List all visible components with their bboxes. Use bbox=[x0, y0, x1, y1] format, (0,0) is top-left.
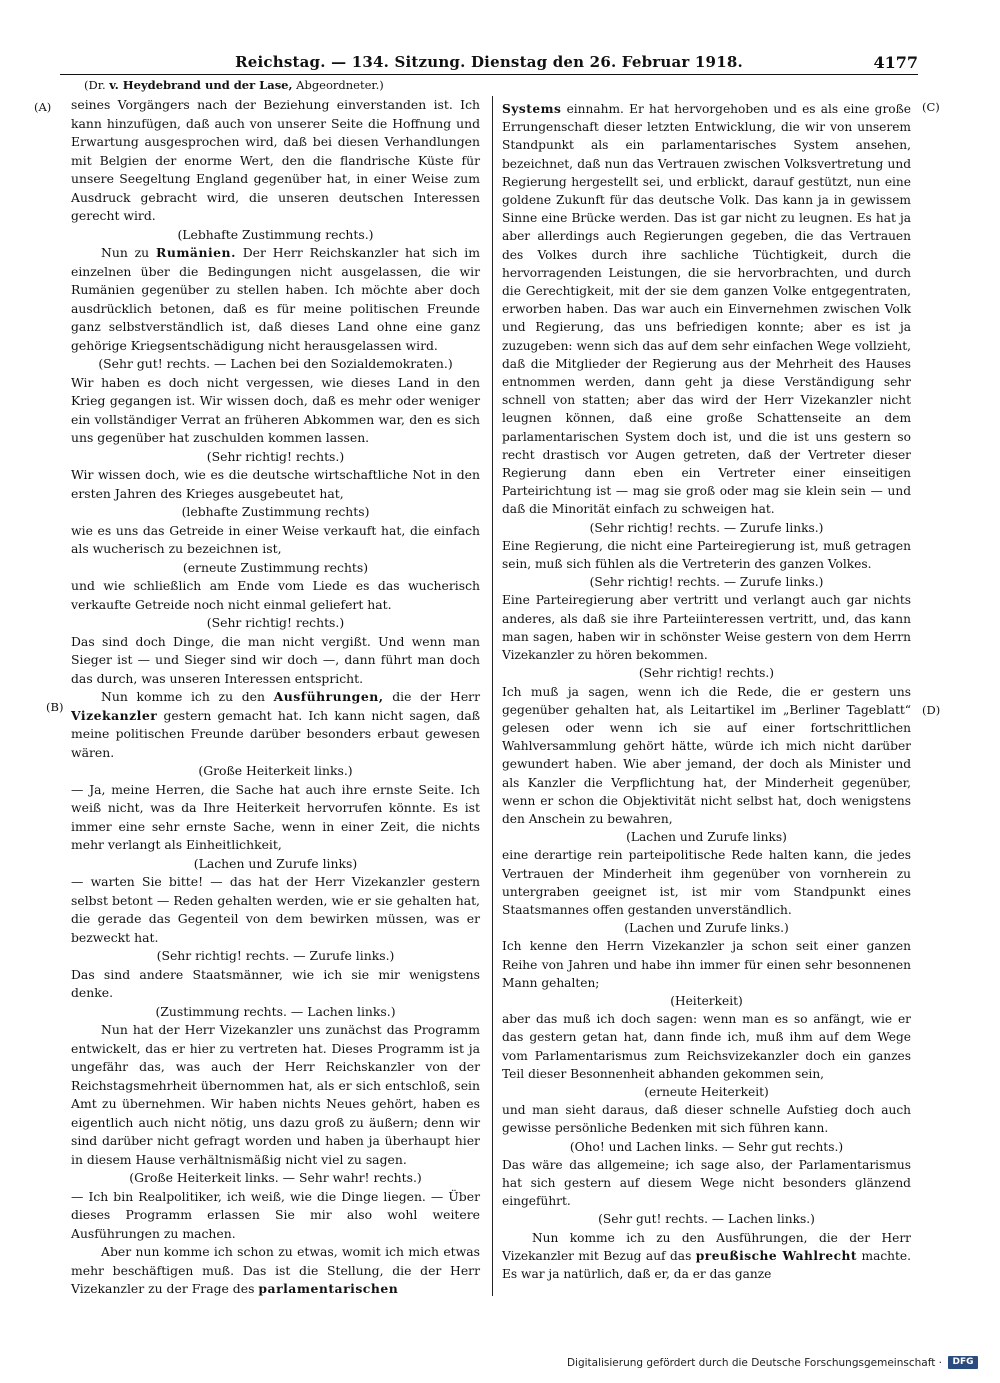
paragraph: Das sind andere Staatsmänner, wie ich sie mir wenigstens denke. bbox=[71, 966, 480, 1000]
reaction: (Oho! und Lachen links. — Sehr gut rechts.) bbox=[569, 1139, 844, 1154]
emphasis: parlamentarischen bbox=[258, 1281, 399, 1296]
reaction: (Sehr richtig! rechts.) bbox=[206, 615, 345, 630]
reaction: (erneute Heiterkeit) bbox=[644, 1084, 769, 1099]
footer-text: Digitalisierung gefördert durch die Deutsche Forschungsgemeinschaft · bbox=[566, 1356, 942, 1369]
paragraph: Wir wissen doch, wie es die deutsche wirtschaftliche Not in den ersten Jahren des Krieges ausgebeutet hat, bbox=[71, 467, 480, 501]
dfg-logo: DFG bbox=[948, 1356, 978, 1369]
margin-marker-b: (B) bbox=[46, 700, 64, 714]
paragraph: wie es uns das Getreide in einer Weise verkauft hat, die einfach als wucherisch zu bezeichnen ist, bbox=[71, 522, 480, 556]
reaction: (Heiterkeit) bbox=[670, 993, 743, 1008]
reaction: (erneute Zustimmung rechts) bbox=[182, 559, 369, 575]
reaction: (lebhafte Zustimmung rechts) bbox=[181, 504, 370, 519]
footer-credit bbox=[567, 1356, 978, 1369]
paragraph: Das sind doch Dinge, die man nicht vergißt. Und wenn man Sieger ist — und Sieger sind wir doch —, dann führt man doch das durch, was unseren Interessen entspricht. bbox=[71, 633, 480, 686]
paragraph: Aber nun komme ich schon zu etwas, womit ich mich etwas mehr beschäftigen muß. Das ist die Stellung, die der Herr Vizekanzler zu der Frage des parlamentarischen bbox=[71, 1244, 480, 1296]
paragraph: Nun zu Rumänien. Der Herr Reichskanzler hat sich im einzelnen über die Bedingungen nicht ausgelassen, die wir Rumänien gegenüber zu stellen haben. Ich möchte aber doch ausdrücklich betonen, daß es für meine politischen Freunde ganz selbstverständlich ist, daß dieses Land ohne eine ganz gehörige Kriegsentschädigung nicht herausgelassen wird. bbox=[71, 245, 480, 353]
page-number: 4177 bbox=[873, 53, 918, 72]
column-divider bbox=[492, 96, 493, 1296]
reaction: (Lachen und Zurufe links.) bbox=[624, 921, 789, 936]
paragraph: Eine Parteiregierung aber vertritt und verlangt auch gar nichts anderes, als daß sie ihre Parteiinteressen vertritt, und, das kann man sagen, haben wir in schönster Weise gestern von dem Herrn Vizekanzler zu hören bekommen. bbox=[502, 593, 911, 663]
paragraph: Das wäre das allgemeine; ich sage also, der Parlamentarismus hat sich gestern auf diesem Wege nicht besonders glänzend eingeführt. bbox=[502, 1157, 911, 1209]
paragraph: Eine Regierung, die nicht eine Parteiregierung ist, muß getragen sein, muß sich fühlen als die Vertreterin des ganzen Volkes. bbox=[502, 538, 911, 572]
paragraph: — warten Sie bitte! — das hat der Herr Vizekanzler gestern selbst betont — Reden gehalten werden, wie er sie gehalten hat, die gerade das Gegenteil von dem bewirken müssen, was er bezweckt hat. bbox=[71, 874, 480, 945]
reaction: (Sehr richtig! rechts.) bbox=[206, 448, 345, 464]
paragraph: — Ja, meine Herren, die Sache hat auch ihre ernste Seite. Ich weiß nicht, was da Ihre Heiterkeit hervorrufen könnte. Es ist immer eine sehr ernste Sache, wenn in einer Zeit, die nichts mehr verlangt als Einheitlichkeit, bbox=[71, 781, 480, 852]
reaction: (Sehr richtig! rechts. — Zurufe links.) bbox=[589, 520, 824, 535]
emphasis: Vizekanzler bbox=[71, 707, 158, 723]
emphasis: Ausführungen, bbox=[273, 689, 384, 704]
reaction: (Lachen und Zurufe links) bbox=[193, 855, 358, 871]
page-header bbox=[60, 50, 918, 75]
reaction: (Sehr richtig! rechts. — Zurufe links.) bbox=[156, 948, 395, 963]
paragraph: Nun hat der Herr Vizekanzler uns zunächst das Programm entwickelt, das er hier zu vertreten hat. Dieses Programm ist ja ungefähr das, was auch der Herr Reichskanzler von der Reichstagsmehrheit übernommen hat, als er sich entschloß, sein Amt zu übernehmen. Wir haben nichts Neues gehört, haben es eigentlich auch nicht nötig, uns dazu groß zu äußern; denn wir sind darüber nicht gefragt worden und haben ja überhaupt hier in diesem Hause verhältnismäßig nicht viel zu sagen. bbox=[71, 1022, 480, 1167]
reaction: (Zustimmung rechts. — Lachen links.) bbox=[155, 1003, 396, 1019]
emphasis: preußische Wahlrecht bbox=[695, 1248, 858, 1263]
margin-marker-c: (C) bbox=[922, 100, 940, 114]
paragraph: Systems einnahm. Er hat hervorgehoben und es als eine große Errungenschaft dieser letzten Entwicklung, die wir von unserem Standpunkt als ein parlamentarisches System ansehen, bezeichnet, daß nun das Vertrauen zwischen Volksvertretung und Regierung hergestellt sei, und erblickt, darauf gestützt, nun eine goldene Zukunft für das deutsche Volk. Das kann ja in gewissem Sinne eine Brücke werden. Das ist gar nicht zu leugnen. Es hat ja aber allerdings auch Regierungen gegeben, die das Vertrauen des Volkes durch ihre sachliche Tüchtigkeit, durch die hervorragenden Leistungen, die sie hervorbrachten, und durch die Gerechtigkeit, mit der sie dem ganzen Volke entgegentraten, erworben haben. Das war auch ein Einvernehmen zwischen Volk und Regierung, das uns befriedigen konnte; aber es ist ja zuzugeben: wenn sich das auf dem sehr einfachen Wege vollzieht, daß die Mitglieder der Regierung aus der Mehrheit des Hauses entnommen werden, dann geht ja diese Verständigung sehr schnell von statten; aber das wird der Herr Vizekanzler nicht leugnen können, daß eine große Schattenseite an dem parlamentarischen System doch ist, und die ist uns gestern so recht drastisch vor Augen getreten, daß der Vertreter dieser Regierung dann eben ein Vertreter einer einseitigen Parteirichtung ist — mag sie groß oder mag sie klein sein — und daß die Minorität einfach zu schweigen hat. bbox=[502, 102, 911, 517]
paragraph: Wir haben es doch nicht vergessen, wie dieses Land in den Krieg gegangen ist. Wir wissen doch, daß es mehr oder weniger ein vollständiger Verrat an früheren Abkommen war, den es sich uns gegenüber hat zuschulden kommen lassen. bbox=[71, 374, 480, 445]
emphasis: Rumänien. bbox=[156, 245, 236, 260]
paragraph: Ich muß ja sagen, wenn ich die Rede, die er gestern uns gegenüber gehalten hat, als Leitartikel im „Berliner Tageblatt“ gelesen oder wenn ich sie auf einer fortschrittlichen Wahlversammlung gehört hätte, würde ich mich nicht darüber gewundert haben. Wie aber jemand, der doch als Minister und als Kanzler die Verpflichtung hat, der Minderheit gegenüber, wenn er schon die Objektivität nicht selbst hat, doch wenigstens den Anschein zu bewahren, bbox=[502, 684, 911, 826]
reaction: (Große Heiterkeit links. — Sehr wahr! rechts.) bbox=[129, 1170, 422, 1185]
speaker-role: Abgeordneter.) bbox=[296, 78, 384, 92]
paragraph: aber das muß ich doch sagen: wenn man es so anfängt, wie er das gestern getan hat, dann finde ich, muß ihm auf dem Wege vom Parlamentarismus zum Reichsvizekanzler doch ein ganzes Teil dieser Besonnenheit abhanden gekommen sein, bbox=[502, 1012, 911, 1081]
speaker-prefix: (Dr. bbox=[84, 78, 106, 92]
paragraph: Ich kenne den Herrn Vizekanzler ja schon seit einer ganzen Reihe von Jahren und habe ihn immer für einen sehr besonnenen Mann gehalten; bbox=[502, 939, 911, 990]
margin-marker-a: (A) bbox=[34, 100, 52, 114]
reaction: (Sehr gut! rechts. — Lachen links.) bbox=[598, 1212, 815, 1227]
reaction: (Große Heiterkeit links.) bbox=[198, 763, 353, 778]
paragraph: eine derartige rein parteipolitische Rede halten kann, die jedes Vertrauen der Minderheit ihm gegenüber von vornherein zu untergraben geeignet ist, ist mir vom Standpunkt eines Staatsmannes offen gestanden unverständlich. bbox=[502, 848, 911, 917]
right-column bbox=[502, 100, 911, 1283]
reaction: (Lebhafte Zustimmung rechts.) bbox=[177, 226, 374, 242]
emphasis: Systems bbox=[502, 102, 562, 116]
paragraph: seines Vorgängers nach der Beziehung einverstanden ist. Ich kann hinzufügen, daß auch von unserer Seite die Hoffnung und Erwartung ausgesprochen wird, daß bei diesen Verhandlungen mit Belgien der enorme Wert, den die flandrische Küste für unsere Seegeltung England gegenüber hat, in einer Weise zum Ausdruck gebracht wird, die unseren deutschen Interessen gerecht wird. bbox=[71, 97, 480, 223]
left-column bbox=[71, 96, 480, 1299]
paragraph: Nun komme ich zu den Ausführungen, die der Herr Vizekanzler mit Bezug auf das preußische Wahlrecht machte. Es war ja natürlich, daß er, da er das ganze bbox=[502, 1230, 911, 1281]
reaction: (Sehr gut! rechts. — Lachen bei den Sozialdemokraten.) bbox=[98, 356, 453, 371]
reaction: (Sehr richtig! rechts. — Zurufe links.) bbox=[589, 575, 824, 590]
paragraph: Nun komme ich zu den Ausführungen, die der Herr Vizekanzler gestern gemacht hat. Ich kann nicht sagen, daß meine politischen Freunde darüber besonders erbaut gewesen wären. bbox=[71, 689, 481, 760]
paragraph: und wie schließlich am Ende vom Liede es das wucherisch verkaufte Getreide noch nicht einmal geliefert hat. bbox=[71, 578, 480, 612]
speaker-name: v. Heydebrand und der Lase, bbox=[109, 78, 293, 92]
speaker-line bbox=[84, 78, 384, 92]
paragraph: — Ich bin Realpolitiker, ich weiß, wie die Dinge liegen. — Über dieses Programm erlassen Sie mir also wohl weitere Ausführungen zu machen. bbox=[71, 1188, 480, 1241]
reaction: (Sehr richtig! rechts.) bbox=[638, 666, 775, 681]
reaction: (Lachen und Zurufe links) bbox=[626, 830, 787, 845]
paragraph: und man sieht daraus, daß dieser schnelle Aufstieg doch auch gewisse persönliche Bedenken mit sich führen kann. bbox=[502, 1103, 911, 1136]
running-title: Reichstag. — 134. Sitzung. Dienstag den 26. Februar 1918. bbox=[235, 53, 743, 71]
margin-marker-d: (D) bbox=[922, 703, 941, 717]
